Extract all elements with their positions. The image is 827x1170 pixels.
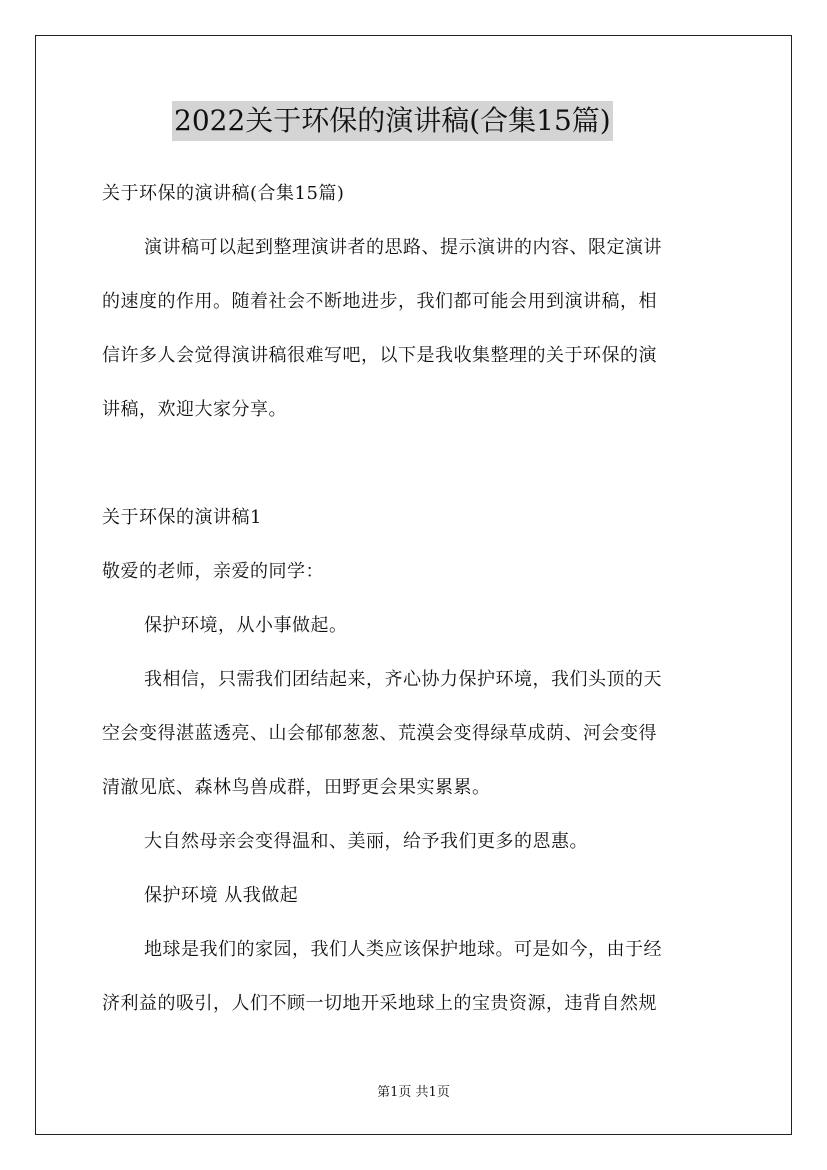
body-line-5: 大自然母亲会变得温和、美丽，给予我们更多的恩惠。 xyxy=(144,831,588,852)
greeting: 敬爱的老师，亲爱的同学： xyxy=(102,561,324,582)
body-line-7: 地球是我们的家园，我们人类应该保护地球。可是如今，由于经 xyxy=(144,939,662,960)
intro-line-1: 演讲稿可以起到整理演讲者的思路、提示演讲的内容、限定演讲 xyxy=(144,237,662,258)
body-line-4: 清澈见底、森林鸟兽成群，田野更会果实累累。 xyxy=(102,777,491,798)
intro-line-3: 信许多人会觉得演讲稿很难写吧，以下是我收集整理的关于环保的演 xyxy=(102,345,657,366)
body-line-6: 保护环境 从我做起 xyxy=(144,885,299,906)
document-title: 2022关于环保的演讲稿(合集15篇) xyxy=(172,101,613,141)
body-line-8: 济利益的吸引，人们不顾一切地开采地球上的宝贵资源，违背自然规 xyxy=(102,993,657,1014)
page-footer: 第1页 共1页 xyxy=(377,1085,450,1100)
intro-line-4: 讲稿，欢迎大家分享。 xyxy=(102,399,287,420)
section-heading: 关于环保的演讲稿1 xyxy=(102,507,262,528)
body-line-3: 空会变得湛蓝透亮、山会郁郁葱葱、荒漠会变得绿草成荫、河会变得 xyxy=(102,723,657,744)
body-line-1: 保护环境，从小事做起。 xyxy=(144,615,348,636)
document-subtitle: 关于环保的演讲稿(合集15篇) xyxy=(102,183,345,204)
body-line-2: 我相信，只需我们团结起来，齐心协力保护环境，我们头顶的天 xyxy=(144,669,662,690)
intro-line-2: 的速度的作用。随着社会不断地进步，我们都可能会用到演讲稿，相 xyxy=(102,291,657,312)
